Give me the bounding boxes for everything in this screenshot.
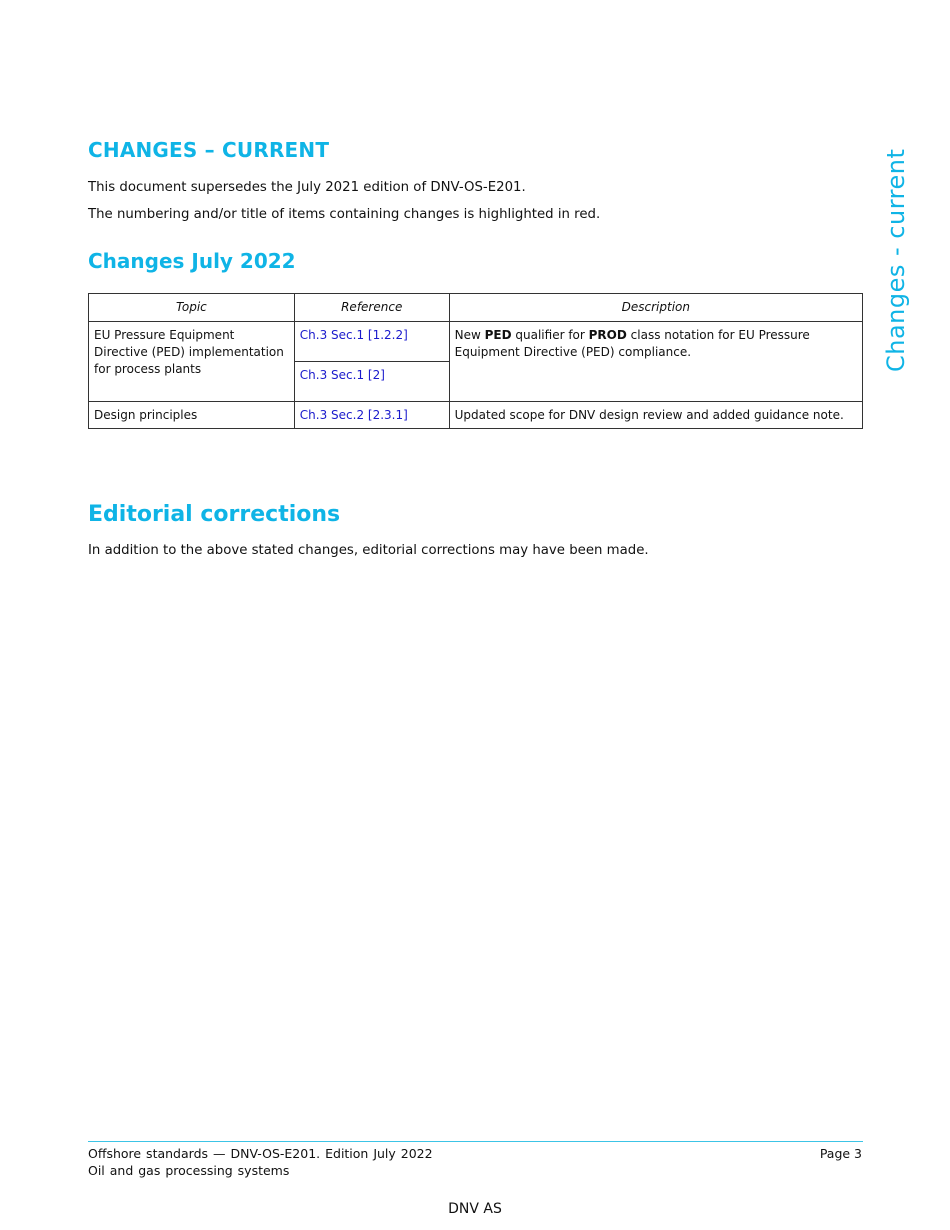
page-title: CHANGES – CURRENT (88, 138, 330, 162)
description-text: qualifier for (511, 328, 589, 342)
editorial-paragraph: In addition to the above stated changes, editorial corrections may have been made. (88, 543, 649, 558)
reference-link[interactable]: Ch.3 Sec.1 [1.2.2] (294, 322, 449, 362)
description-text: New (454, 328, 485, 342)
table-row (89, 402, 863, 429)
editorial-heading: Editorial corrections (88, 502, 341, 527)
changes-heading: Changes July 2022 (88, 249, 296, 273)
header-reference: Reference (294, 294, 449, 322)
table-row (89, 322, 863, 362)
prod-notation: PROD (588, 328, 627, 342)
header-topic: Topic (89, 294, 295, 322)
page-number: Page 3 (819, 1146, 862, 1161)
topic-cell: EU Pressure Equipment Directive (PED) implementation for process plants (89, 322, 295, 402)
header-description: Description (449, 294, 862, 322)
footer-standard-title: Offshore standards — DNV-OS-E201. Edition July 2022 (88, 1146, 433, 1161)
reference-link[interactable]: Ch.3 Sec.1 [2] (294, 362, 449, 402)
ped-qualifier: PED (484, 328, 512, 342)
footer-divider (88, 1141, 863, 1142)
description-text: class notation for EU Pressure Equipment Directive (PED) compliance. (454, 328, 810, 359)
side-tab-title: Changes - current (882, 148, 910, 372)
footer-document-info (88, 1145, 433, 1179)
footer-subtitle: Oil and gas processing systems (88, 1163, 290, 1178)
topic-cell: Design principles (89, 402, 295, 429)
reference-link[interactable]: Ch.3 Sec.2 [2.3.1] (294, 402, 449, 429)
changes-table (88, 293, 863, 429)
description-cell: Updated scope for DNV design review and added guidance note. (449, 402, 862, 429)
intro-paragraph-1: This document supersedes the July 2021 edition of DNV-OS-E201. (88, 180, 526, 195)
description-cell (449, 322, 862, 402)
table-header-row (89, 294, 863, 322)
company-name: DNV AS (448, 1201, 502, 1217)
intro-paragraph-2: The numbering and/or title of items containing changes is highlighted in red. (88, 207, 601, 222)
